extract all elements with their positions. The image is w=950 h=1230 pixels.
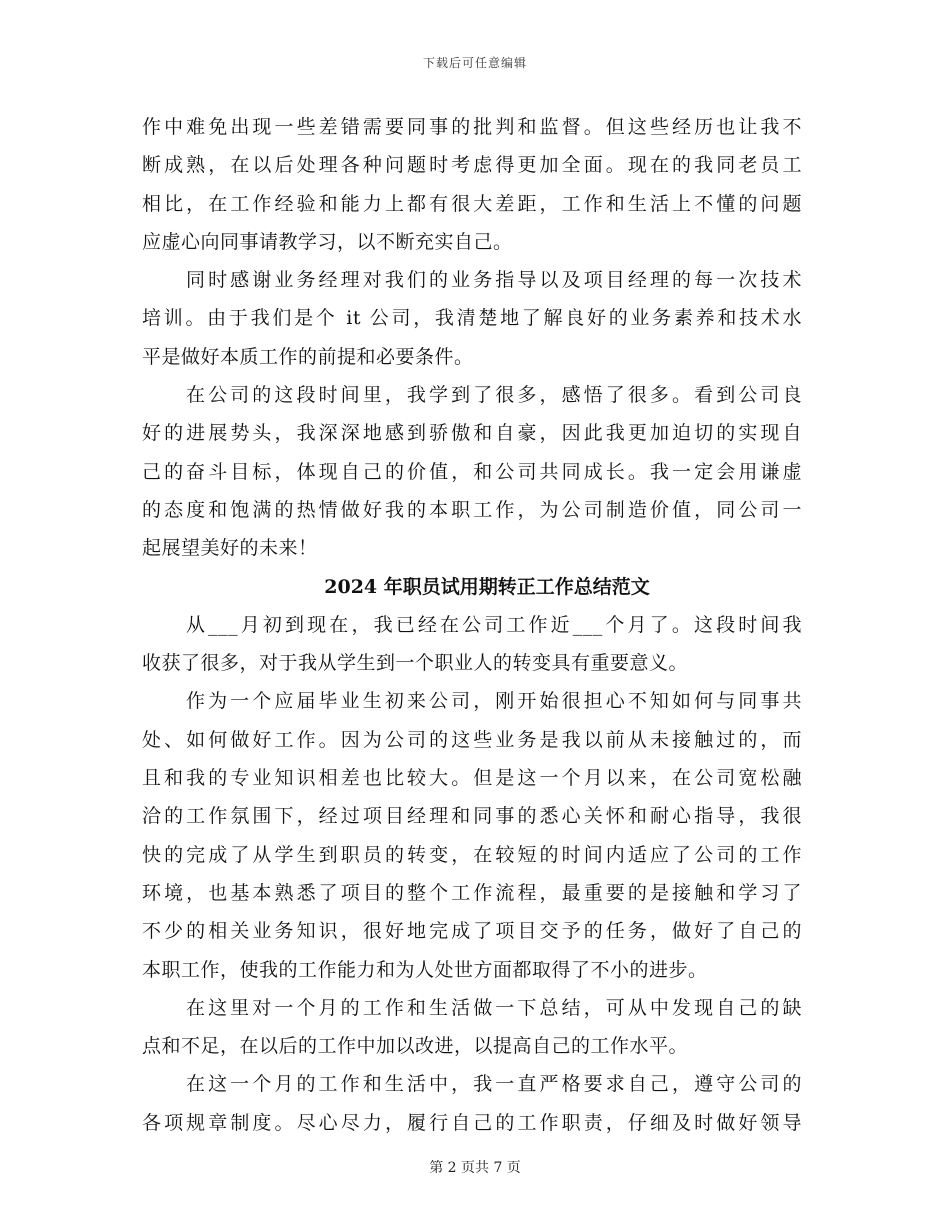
text-line: 起展望美好的未来！: [142, 537, 318, 560]
text-line: 洽的工作氛围下，经过项目经理和同事的悉心关怀和耐心指导，我很: [142, 805, 802, 828]
paragraph: [142, 261, 802, 376]
text-line: 的态度和饱满的热情做好我的本职工作，为公司制造价值，同公司一: [142, 498, 802, 521]
paragraph: [142, 682, 802, 988]
text-line: 快的完成了从学生到职员的转变，在较短的时间内适应了公司的工作: [142, 843, 802, 866]
text-line: 己的奋斗目标，体现自己的价值，和公司共同成长。我一定会用谦虚: [142, 460, 802, 483]
text-line: 在这一个月的工作和生活中，我一直严格要求自己，遵守公司的: [186, 1073, 802, 1096]
text-line: 断成熟，在以后处理各种问题时考虑得更加全面。现在的我同老员工: [142, 154, 802, 177]
text-line: 从___月初到现在，我已经在公司工作近___个月了。这段时间我: [186, 613, 802, 636]
text-line: 应虚心向同事请教学习，以不断充实自己。: [142, 230, 513, 253]
text-line: 各项规章制度。尽心尽力，履行自己的工作职责，仔细及时做好领导: [142, 1111, 802, 1134]
document-body: [142, 108, 802, 1142]
text-line: 相比，在工作经验和能力上都有很大差距，工作和生活上不懂的问题: [142, 192, 802, 215]
page-number: 第 2 页共 7 页: [429, 1160, 521, 1176]
text-line: 点和不足，在以后的工作中加以改进，以提高自己的工作水平。: [142, 1035, 689, 1058]
text-line: 作为一个应届毕业生初来公司，刚开始很担心不知如何与同事共: [186, 690, 802, 713]
text-line: 平是做好本质工作的前提和必要条件。: [142, 345, 474, 368]
page-header: 下载后可任意编辑: [422, 56, 527, 70]
text-line: 好的进展势头，我深深地感到骄傲和自豪，因此我更加迫切的实现自: [142, 422, 802, 445]
text-line: 且和我的专业知识相差也比较大。但是这一个月以来，在公司宽松融: [142, 767, 802, 790]
text-line: 同时感谢业务经理对我们的业务指导以及项目经理的每一次技术: [186, 269, 802, 292]
text-line: 在这里对一个月的工作和生活做一下总结，可从中发现自己的缺: [186, 996, 802, 1019]
text-line: 作中难免出现一些差错需要同事的批判和监督。但这些经历也让我不: [142, 116, 802, 138]
text-line: 环境，也基本熟悉了项目的整个工作流程，最重要的是接触和学习了: [142, 881, 802, 904]
paragraph: [142, 989, 802, 1066]
section-title: 2024 年职员试用期转正工作总结范文: [324, 575, 650, 598]
paragraph: [142, 606, 802, 683]
text-line: 在公司的这段时间里，我学到了很多，感悟了很多。看到公司良: [186, 384, 802, 407]
text-line: 处、如何做好工作。因为公司的这些业务是我以前从未接触过的，而: [142, 728, 802, 751]
paragraph: [142, 1065, 802, 1142]
paragraph: [142, 108, 802, 261]
text-line: 不少的相关业务知识，很好地完成了项目交予的任务，做好了自己的: [142, 920, 802, 943]
paragraph: [142, 376, 802, 567]
text-line: 收获了很多，对于我从学生到一个职业人的转变具有重要意义。: [142, 652, 689, 675]
text-line: 本职工作，使我的工作能力和为人处世方面都取得了不小的进步。: [142, 958, 708, 981]
text-line: 培训。由于我们是个 it 公司，我清楚地了解良好的业务素养和技术水: [142, 307, 802, 330]
